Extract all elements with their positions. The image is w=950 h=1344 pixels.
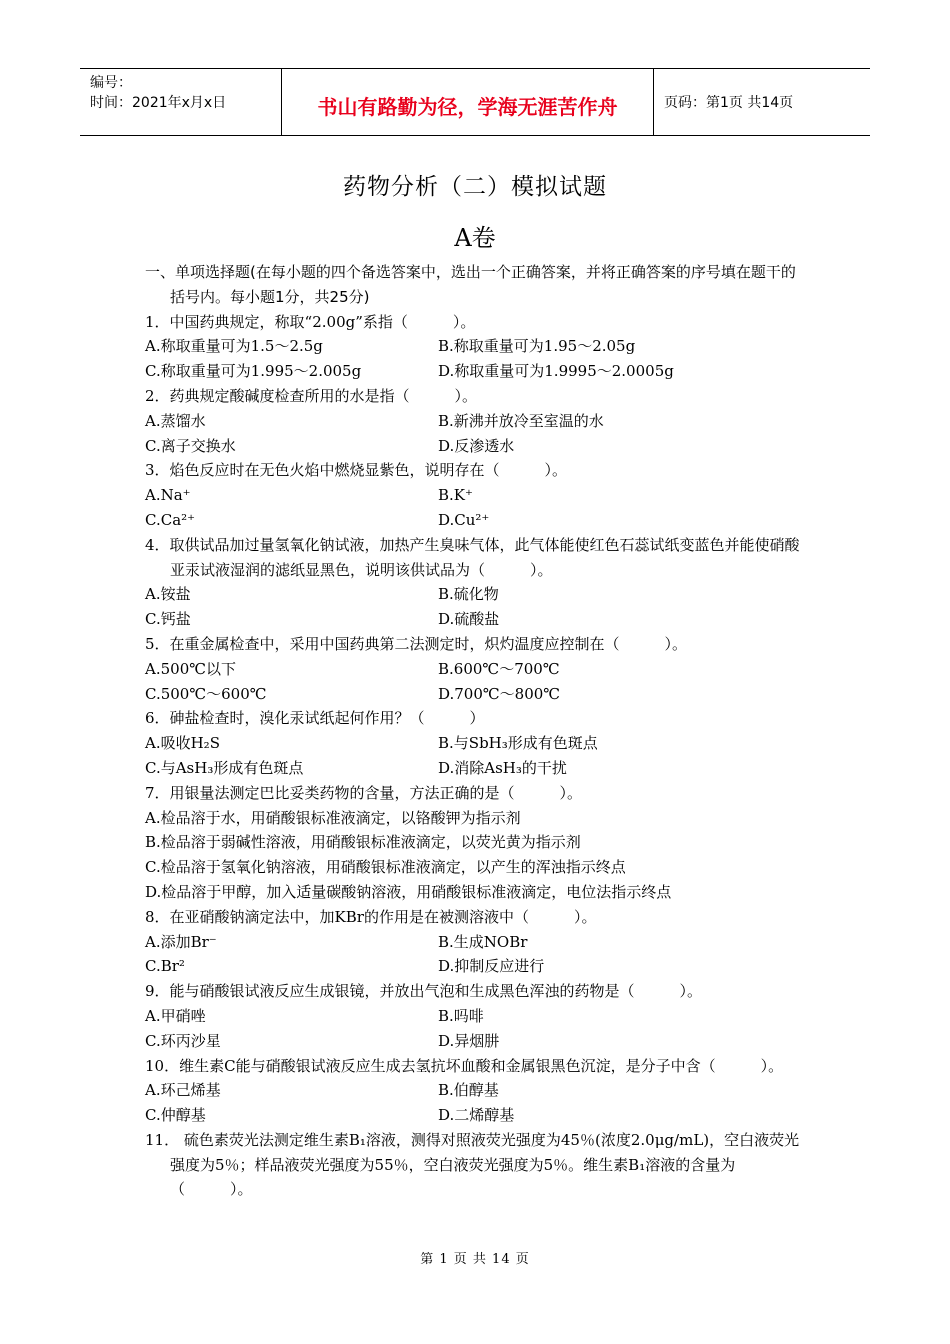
option-row	[145, 483, 810, 508]
option-row	[145, 756, 810, 781]
option-row	[145, 1078, 810, 1103]
option: C.离子交换水	[145, 436, 236, 455]
option-row	[145, 1004, 810, 1029]
question-stem: 11． 硫色素荧光法测定维生素B₁溶液，测得对照液荧光强度为45％(浓度2.0μg/mL)，空白液荧光强度为5％；样品液荧光强度为55％，空白液荧光强度为5％。维生素B₁溶液的含量为（ ）。	[145, 1130, 800, 1199]
option-row	[145, 359, 810, 384]
option: A.环己烯基	[145, 1081, 221, 1100]
option: C.Br²	[145, 957, 185, 976]
option: A.检品溶于水，用硝酸银标准液滴定，以铬酸钾为指示剂	[145, 808, 521, 827]
option: A.吸收H₂S	[145, 734, 220, 753]
question-stem: 3．焰色反应时在无色火焰中燃烧显紫色，说明存在（ ）。	[145, 461, 568, 480]
option-row	[145, 1029, 810, 1054]
date-label: 时间：2021年x月x日	[90, 95, 227, 111]
page-title: 药物分析（二）模拟试题	[343, 174, 607, 200]
option-row	[145, 1103, 810, 1128]
option: C.称取重量可为1.995～2.005g	[145, 362, 362, 381]
option: B.硫化物	[438, 585, 499, 604]
option: D.700℃～800℃	[438, 684, 561, 703]
option: C.500℃～600℃	[145, 684, 267, 703]
option: B.600℃～700℃	[438, 659, 560, 678]
option: B.吗啡	[438, 1006, 484, 1025]
option: B.新沸并放冷至室温的水	[438, 411, 604, 430]
exam-content	[145, 260, 810, 1202]
option: B.K⁺	[438, 486, 473, 505]
question-stem: 4．取供试品加过量氢氧化钠试液，加热产生臭味气体，此气体能使红色石蕊试纸变蓝色并能使硝酸亚汞试液湿润的滤纸显黑色，说明该供试品为（ ）。	[145, 535, 800, 579]
option: B.与SbH₃形成有色斑点	[438, 734, 598, 753]
option: D.Cu²⁺	[438, 510, 490, 529]
option: A.蒸馏水	[145, 411, 206, 430]
header-motto: 书山有路勤为径，学海无涯苦作舟	[282, 69, 654, 135]
option-row	[145, 334, 810, 359]
option: C.钙盐	[145, 610, 191, 629]
option-row	[145, 409, 810, 434]
page-subtitle: A卷	[454, 224, 496, 252]
option-row	[145, 930, 810, 955]
option: B.检品溶于弱碱性溶液，用硝酸银标准液滴定，以荧光黄为指示剂	[145, 833, 581, 852]
option: C.Ca²⁺	[145, 510, 196, 529]
option: A.铵盐	[145, 585, 191, 604]
option: D.抑制反应进行	[438, 957, 545, 976]
option: A.添加Br⁻	[145, 932, 217, 951]
option: B.称取重量可为1.95～2.05g	[438, 337, 636, 356]
option: D.消除AsH₃的干扰	[438, 758, 567, 777]
option: C.仲醇基	[145, 1106, 206, 1125]
section-heading: 一、单项选择题(在每小题的四个备选答案中，选出一个正确答案，并将正确答案的序号填在题干的括号内。每小题1分，共25分)	[145, 263, 796, 306]
option: A.甲硝唑	[145, 1006, 206, 1025]
option-row	[145, 954, 810, 979]
option: D.称取重量可为1.9995～2.0005g	[438, 362, 674, 381]
option-row	[145, 508, 810, 533]
option: B.生成NOBr	[438, 932, 528, 951]
option: A.500℃以下	[145, 659, 237, 678]
header-meta	[80, 69, 282, 135]
header-page-info: 页码：第1页 共14页	[664, 95, 794, 111]
option-row	[145, 731, 810, 756]
option-row	[145, 682, 810, 707]
option: A.Na⁺	[145, 486, 191, 505]
option: A.称取重量可为1.5～2.5g	[145, 337, 323, 356]
option: D.硫酸盐	[438, 610, 500, 629]
option-row	[145, 607, 810, 632]
option: D.反渗透水	[438, 436, 515, 455]
option-row	[145, 582, 810, 607]
option-row	[145, 657, 810, 682]
number-label: 编号：	[90, 75, 132, 91]
question-stem: 7．用银量法测定巴比妥类药物的含量，方法正确的是（ ）。	[145, 783, 583, 802]
question-stem: 8．在亚硝酸钠滴定法中，加KBr的作用是在被测溶液中（ ）。	[145, 907, 597, 926]
page-footer: 第 1 页 共 14 页	[420, 1252, 530, 1267]
option: D.异烟肼	[438, 1031, 500, 1050]
question-stem: 6．砷盐检查时，溴化汞试纸起何作用？（ ）	[145, 709, 485, 728]
question-stem: 2．药典规定酸碱度检查所用的水是指（ ）。	[145, 386, 478, 405]
question-stem: 1．中国药典规定，称取“2.00g”系指（ ）。	[145, 312, 476, 331]
page-header	[80, 68, 870, 136]
question-stem: 10．维生素C能与硝酸银试液反应生成去氢抗坏血酸和金属银黑色沉淀，是分子中含（ ）。	[145, 1056, 784, 1075]
option: D.二烯醇基	[438, 1106, 515, 1125]
option: B.伯醇基	[438, 1081, 499, 1100]
option: C.与AsH₃形成有色斑点	[145, 758, 304, 777]
question-stem: 9．能与硝酸银试液反应生成银镜，并放出气泡和生成黑色浑浊的药物是（ ）。	[145, 982, 703, 1001]
option-list	[145, 806, 810, 905]
option: C.检品溶于氢氧化钠溶液，用硝酸银标准液滴定，以产生的浑浊指示终点	[145, 858, 626, 877]
option-row	[145, 434, 810, 459]
option: C.环丙沙星	[145, 1031, 221, 1050]
option: D.检品溶于甲醇，加入适量碳酸钠溶液，用硝酸银标准液滴定，电位法指示终点	[145, 882, 672, 901]
question-stem: 5．在重金属检查中，采用中国药典第二法测定时，炽灼温度应控制在（ ）。	[145, 634, 688, 653]
